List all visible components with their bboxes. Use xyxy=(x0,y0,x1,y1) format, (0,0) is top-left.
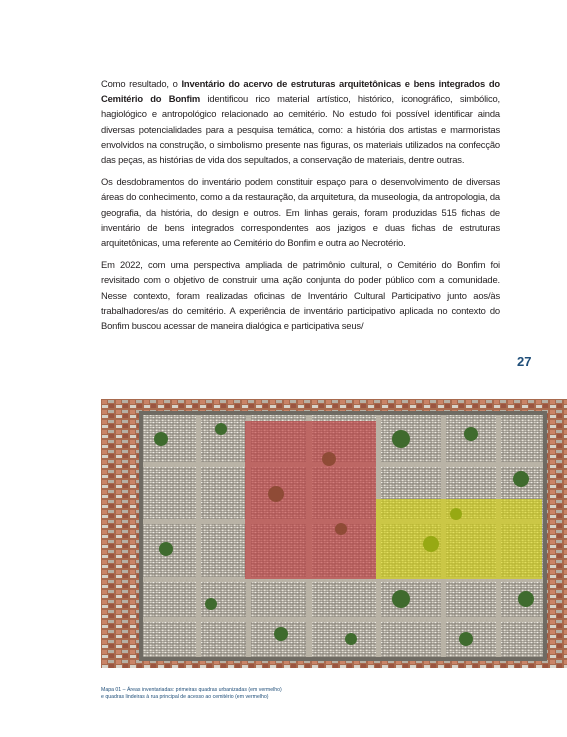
aerial-map-graphic xyxy=(101,399,567,668)
yellow-inventory-area xyxy=(376,499,542,579)
red-inventory-area xyxy=(245,421,376,579)
caption-line-2: e quadras lindeiras à rua principal de acesso ao cemitério (em vermelho) xyxy=(101,694,269,700)
page-number: 27 xyxy=(517,354,532,369)
caption-line-1: Mapa 01 – Áreas inventariadas: primeiras quadras urbanizadas (em vermelho) xyxy=(101,687,282,693)
paragraph-1 xyxy=(101,76,500,167)
paragraph-2: Os desdobramentos do inventário podem constituir espaço para o desenvolvimento de diversas áreas do conhecimento, como a da restauração, da arquitetura, da museologia, da antropologia, da geografia, da história, do design e outros. Em linhas gerais, foram produzidas 515 fichas de inventário de bens integrados correspondentes aos jazigos e duas fichas de estruturas arquitetônicas, uma referente ao Cemitério do Bonfim e outra ao Necrotério. xyxy=(101,176,500,249)
cemetery-aerial-map xyxy=(101,399,567,668)
paragraph-1-rest: identificou rico material artístico, histórico, iconográfico, simbólico, hagiológico e antropológico relacionado ao cemitério. No estudo foi possível identificar ainda diversas potencialidades para a pesquisa temática, como: a história dos artistas e marmoristas envolvidos na construção, o simbolismo presente nas figuras, os materiais utilizados na confecção das peças, as histórias de vida dos sepultados, a conservação de materiais, dentre outras. xyxy=(101,93,500,166)
paragraph-3: Em 2022, com uma perspectiva ampliada de patrimônio cultural, o Cemitério do Bonfim foi revisitado com o objetivo de construir uma ação conjunta do poder público com a comunidade. Nesse contexto, foram realizadas oficinas de Inventário Cultural Participativo junto aos/às trabalhadores/as do cemitério. A experiência de inventário participativo aplicada no contexto do Bonfim buscou acessar de maneira dialógica e participativa seus/ xyxy=(101,259,500,332)
map-caption xyxy=(101,687,401,701)
inventory-title: Inventário do acervo de estruturas arquitetônicas e bens integrados do Cemitério do Bonfim xyxy=(101,78,500,105)
paragraph-1-start: Como resultado, o xyxy=(101,78,182,89)
body-text xyxy=(101,76,500,340)
